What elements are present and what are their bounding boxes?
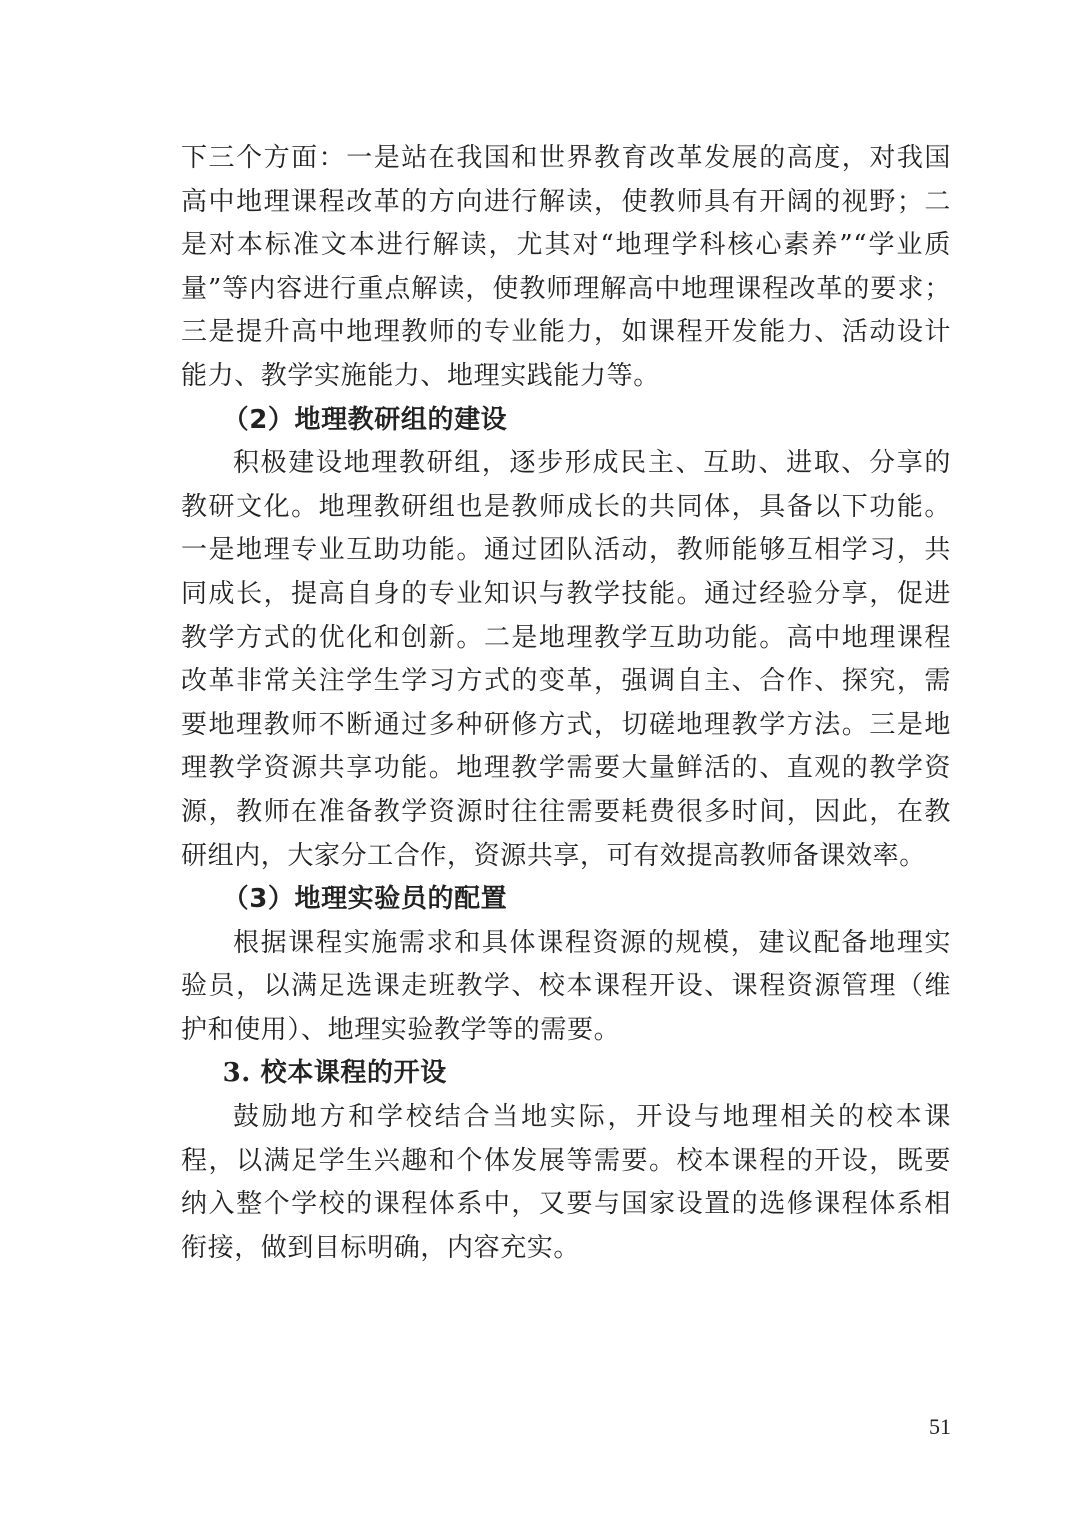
paragraph-school-courses: 鼓励地方和学校结合当地实际，开设与地理相关的校本课程，以满足学生兴趣和个体发展等需要。校本课程的开设，既要纳入整个学校的课程体系中，又要与国家设置的选修课程体系相衔接，做到目标明确，内容充实。 xyxy=(181,1102,951,1263)
body-text xyxy=(181,137,951,1270)
paragraph-training-content: 下三个方面：一是站在我国和世界教育改革发展的高度，对我国高中地理课程改革的方向进行解读，使教师具有开阔的视野；二是对本标准文本进行解读，尤其对“地理学科核心素养”“学业质量”等内容进行重点解读，使教师理解高中地理课程改革的要求；三是提升高中地理教师的专业能力，如课程开发能力、活动设计能力、教学实施能力、地理实践能力等。 xyxy=(181,143,951,391)
heading-school-courses: 3. 校本课程的开设 xyxy=(222,1058,447,1089)
paragraph-teaching-group: 积极建设地理教研组，逐步形成民主、互助、进取、分享的教研文化。地理教研组也是教师成长的共同体，具备以下功能。一是地理专业互助功能。通过团队活动，教师能够互相学习，共同成长，提高自身的专业知识与教学技能。通过经验分享，促进教学方式的优化和创新。二是地理教学互助功能。高中地理课程改革非常关注学生学习方式的变革，强调自主、合作、探究，需要地理教师不断通过多种研修方式，切磋地理教学方法。三是地理教学资源共享功能。地理教学需要大量鲜活的、直观的教学资源，教师在准备教学资源时往往需要耗费很多时间，因此，在教研组内，大家分工合作，资源共享，可有效提高教师备课效率。 xyxy=(181,448,951,871)
page-number: 51 xyxy=(929,1414,951,1439)
paragraph-lab-staff: 根据课程实施需求和具体课程资源的规模，建议配备地理实验员，以满足选课走班教学、校本课程开设、课程资源管理（维护和使用）、地理实验教学等的需要。 xyxy=(181,927,951,1045)
heading-lab-staff: （3）地理实验员的配置 xyxy=(222,884,508,915)
heading-teaching-group: （2）地理教研组的建设 xyxy=(222,404,508,435)
